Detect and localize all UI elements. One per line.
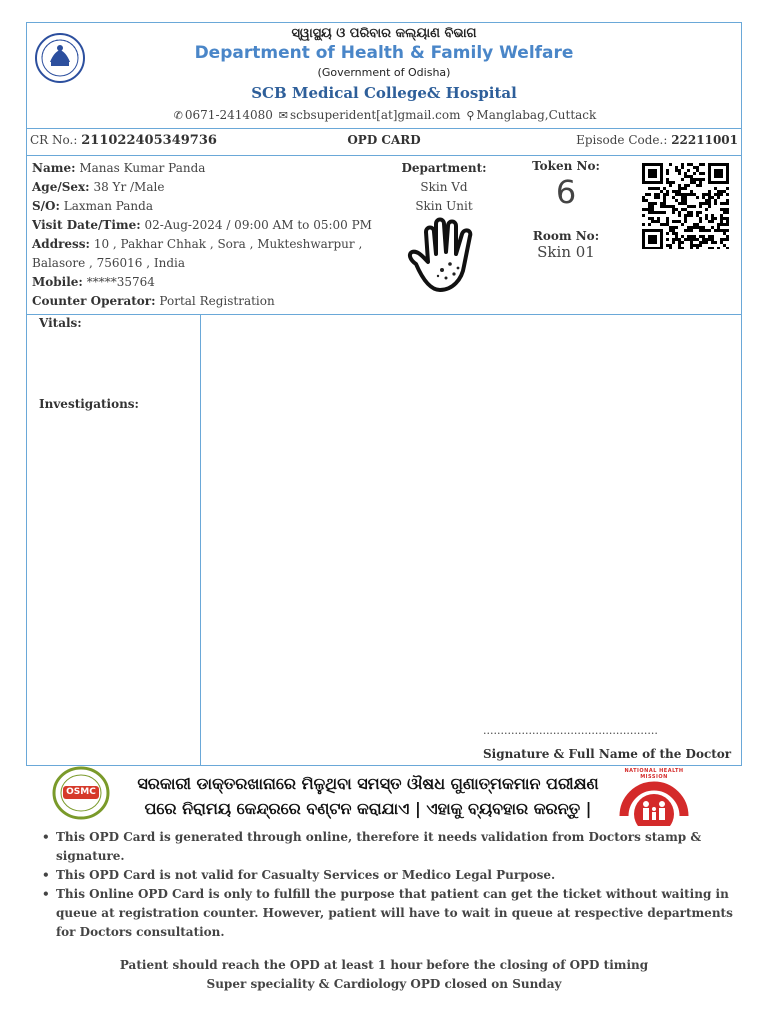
government-subtitle: (Government of Odisha)	[317, 66, 451, 79]
osmc-text: OSMC	[66, 787, 96, 797]
note-item: • This Online OPD Card is only to fulfill the purpose that patient can get the ticket without waiting in queue at registration counter. However, patient will have to wait in queue at respective departments for Doctors consultation.	[40, 885, 740, 942]
skin-hand-icon	[402, 214, 490, 296]
divider	[26, 128, 742, 129]
episode-value: 22211001	[671, 133, 738, 147]
room-number: Skin 01	[537, 243, 595, 261]
signature-line: ..................................................	[483, 724, 658, 737]
divider	[200, 314, 201, 766]
mobile-label: Mobile:	[32, 275, 83, 289]
hospital-name: SCB Medical College& Hospital	[251, 84, 517, 102]
visit-value: 02-Aug-2024 / 09:00 AM to 05:00 PM	[144, 218, 372, 232]
notes-list	[40, 828, 740, 942]
age-sex-row	[32, 178, 372, 197]
address-row-2	[32, 254, 372, 273]
odia-banner-line2: ପରେ ନିରାମୟ କେନ୍ଦ୍ରରେ ବଣ୍ଟନ କରାଯାଏ | ଏହାକୁ ବ୍ୟବହାର କରନ୍ତୁ |	[144, 799, 592, 818]
so-row	[32, 197, 372, 216]
episode-label: Episode Code.:	[576, 133, 668, 147]
department-block	[388, 159, 500, 216]
mobile-value: *****35764	[86, 275, 155, 289]
investigations-label: Investigations:	[39, 397, 139, 411]
patient-name-row	[32, 159, 372, 178]
name-label: Name:	[32, 161, 76, 175]
episode-code	[576, 133, 738, 147]
so-label: S/O:	[32, 199, 60, 213]
department-title: Department of Health & Family Welfare	[194, 43, 574, 63]
visit-row	[32, 216, 372, 235]
token-block	[520, 159, 612, 261]
qr-code-icon	[642, 163, 732, 249]
sunday-notice: Super speciality & Cardiology OPD closed on Sunday	[206, 977, 562, 991]
divider	[26, 155, 742, 156]
department-line2: Skin Unit	[415, 199, 473, 213]
visit-label: Visit Date/Time:	[32, 218, 141, 232]
operator-label: Counter Operator:	[32, 294, 156, 308]
divider	[26, 314, 742, 315]
patient-info	[32, 159, 372, 311]
nhm-logo-icon	[618, 770, 690, 826]
osmc-logo-icon	[52, 766, 110, 820]
signature-label: Signature & Full Name of the Doctor	[483, 747, 732, 761]
address-line1: 10 , Pakhar Chhak , Sora , Mukteshwarpur ,	[93, 237, 363, 251]
room-label: Room No:	[532, 229, 600, 243]
note-item: • This OPD Card is not valid for Casualty Services or Medico Legal Purpose.	[40, 866, 740, 885]
age-sex: 38 Yr /Male	[93, 180, 165, 194]
contact-line	[0, 108, 768, 122]
cr-value: 211022405349736	[81, 133, 217, 148]
email-icon: ✉	[278, 109, 288, 122]
note-item: • This OPD Card is generated through online, therefore it needs validation from Doctors stamp & signature.	[40, 828, 740, 866]
card-title: OPD CARD	[347, 133, 421, 147]
opd-timing-notice: Patient should reach the OPD at least 1 hour before the closing of OPD timing	[119, 958, 649, 972]
token-number: 6	[555, 173, 577, 211]
email-address: scbsuperident[at]gmail.com	[290, 108, 461, 122]
patient-name: Manas Kumar Panda	[79, 161, 206, 175]
token-label: Token No:	[532, 159, 600, 173]
nhm-text: NATIONAL HEALTH MISSION	[624, 768, 684, 780]
location: Manglabag,Cuttack	[476, 108, 597, 122]
operator-row	[32, 292, 372, 311]
address-row	[32, 235, 372, 254]
department-label: Department:	[401, 161, 487, 175]
address-line2: Balasore , 756016 , India	[32, 256, 186, 270]
odia-banner-line1: ସରକାରୀ ଡାକ୍ତରଖାନାରେ ମିଳୁଥିବା ସମସ୍ତ ଔଷଧ ଗୁଣାତ୍ମକମାନ ପରୀକ୍ଷଣ	[137, 774, 599, 793]
odia-department-title: ସ୍ୱାସ୍ଥ୍ୟ ଓ ପରିବାର କଲ୍ୟାଣ ବିଭାଗ	[291, 26, 477, 41]
age-label: Age/Sex:	[32, 180, 90, 194]
department-line1: Skin Vd	[420, 180, 468, 194]
operator-value: Portal Registration	[159, 294, 275, 308]
mobile-row	[32, 273, 372, 292]
vitals-label: Vitals:	[39, 316, 82, 330]
location-pin-icon: ⚲	[466, 109, 475, 122]
cr-label: CR No.:	[30, 133, 78, 147]
phone-number: 0671-2414080	[184, 108, 273, 122]
address-label: Address:	[32, 237, 90, 251]
phone-icon: ✆	[173, 109, 183, 122]
so-value: Laxman Panda	[63, 199, 153, 213]
